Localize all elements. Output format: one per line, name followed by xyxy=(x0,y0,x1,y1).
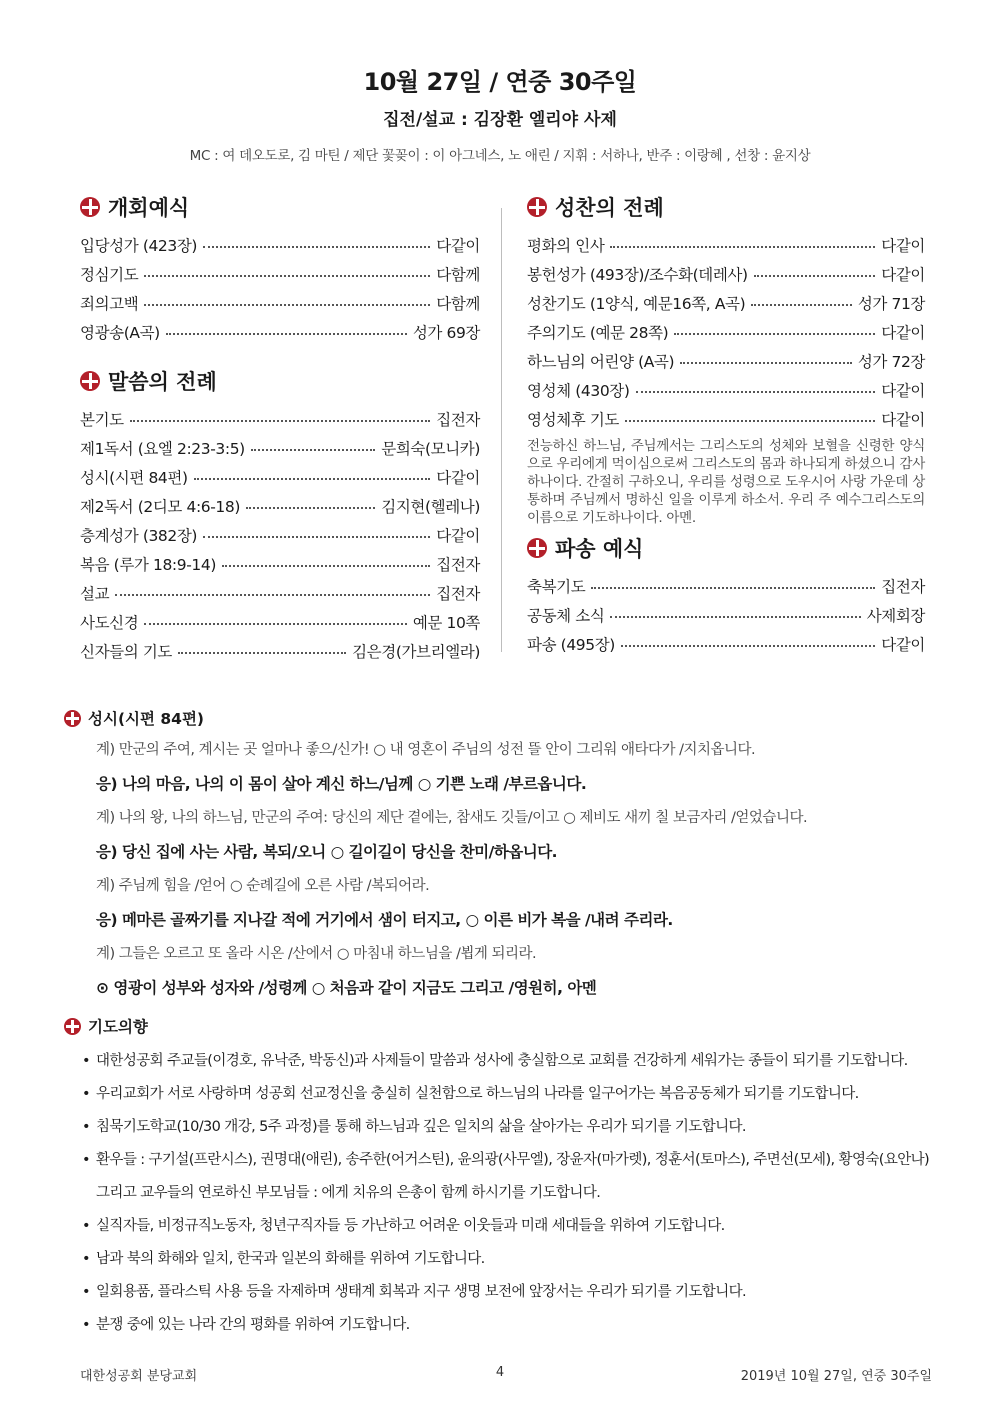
psalm-verse: 계) 나의 왕, 나의 하느님, 만군의 주여: 당신의 제단 곁에는, 참새도 깃들/이고 ○ 제비도 새끼 칠 보금자리 /얻었습니다. xyxy=(96,810,808,826)
order-item-label: 성찬기도 (1양식, 예문16쪽, A곡) xyxy=(527,294,746,313)
order-row xyxy=(80,607,480,636)
page-subtitle: 집전/설교 : 김장환 엘리야 사제 xyxy=(383,110,617,130)
order-row xyxy=(80,259,480,288)
dot-leader xyxy=(144,275,430,277)
order-item-label: 제1독서 (요엘 2:23-3:5) xyxy=(80,439,245,458)
order-item-label: 영성체 (430장) xyxy=(527,381,630,400)
footer-date: 2019년 10월 27일, 연중 30주일 xyxy=(740,1369,932,1384)
cross-icon xyxy=(64,710,81,727)
order-row xyxy=(527,317,925,346)
order-item-label: 정심기도 xyxy=(80,265,139,284)
psalm-verses xyxy=(64,733,944,1005)
psalm-verse: 계) 주님께 힘을 /얻어 ○ 순례길에 오른 사람 /복되어라. xyxy=(96,878,430,894)
order-item-value: 집전자 xyxy=(436,410,480,429)
prayer-intentions-section xyxy=(64,1015,944,1342)
dot-leader xyxy=(144,623,407,625)
order-item-label: 공동체 소식 xyxy=(527,606,605,625)
order-row xyxy=(527,404,925,433)
order-item-value: 다같이 xyxy=(881,236,925,255)
order-item-label: 제2독서 (2디모 4:6-18) xyxy=(80,497,240,516)
psalm-verse: 계) 만군의 주여, 계시는 곳 얼마나 좋으/신가! ○ 내 영혼이 주님의 성전 뜰 안이 그리워 애타다가 /지치옵니다. xyxy=(96,742,756,758)
footer-page-number: 4 xyxy=(495,1365,505,1380)
cross-icon xyxy=(64,1018,81,1035)
order-item-label: 주의기도 (예문 28쪽) xyxy=(527,323,669,342)
right-column xyxy=(527,192,925,658)
order-row xyxy=(80,404,480,433)
intention-item: • 침묵기도학교(10/30 개강, 5주 과정)를 통해 하느님과 깊은 일치의 삶을 살아가는 우리가 되기를 기도합니다. xyxy=(64,1111,944,1144)
order-item-value: 문희숙(모니카) xyxy=(381,439,480,458)
dot-leader xyxy=(625,420,875,422)
order-row xyxy=(527,259,925,288)
order-row xyxy=(527,600,925,629)
order-item-value: 다같이 xyxy=(881,323,925,342)
section-heading-intentions: 기도의향 xyxy=(64,1015,944,1037)
intention-item: • 환우들 : 구기설(프란시스), 권명대(애린), 송주한(어거스틴), 윤의광(사무엘), 장윤자(마가렛), 정훈서(토마스), 주면선(모세), 황영숙(요안나) 그리고 교우들의 연로하신 부모님들 : 에게 치유의 은총이 함께 하시기를 기도합니다. xyxy=(64,1144,944,1210)
dismissal-order-list xyxy=(527,571,925,658)
dot-leader xyxy=(203,246,430,248)
order-row xyxy=(80,433,480,462)
order-item-value: 김은경(가브리엘라) xyxy=(352,642,480,661)
order-row xyxy=(80,549,480,578)
order-item-label: 신자들의 기도 xyxy=(80,642,172,661)
order-item-label: 영광송(A곡) xyxy=(80,323,160,342)
order-row xyxy=(80,491,480,520)
psalm-response: ⊙ 영광이 성부와 성자와 /성령께 ○ 처음과 같이 지금도 그리고 /영원히, 아멘 xyxy=(96,979,597,997)
order-item-value: 집전자 xyxy=(436,584,480,603)
intention-item: • 우리교회가 서로 사랑하며 성공회 선교정신을 충실히 실천함으로 하느님의 나라를 일구어가는 복음공동체가 되기를 기도합니다. xyxy=(64,1078,944,1111)
page-title: 10월 27일 / 연중 30주일 xyxy=(363,68,637,96)
dot-leader xyxy=(144,304,430,306)
psalm-response: 응) 나의 마음, 나의 이 몸이 살아 계신 하느/님께 ○ 기쁜 노래 /부르옵니다. xyxy=(96,775,587,793)
intention-item: • 분쟁 중에 있는 나라 간의 평화를 위하여 기도합니다. xyxy=(64,1309,944,1342)
order-row xyxy=(527,346,925,375)
order-row xyxy=(80,578,480,607)
order-item-label: 설교 xyxy=(80,584,110,603)
section-heading-word: 말씀의 전례 xyxy=(80,366,480,396)
order-item-label: 복음 (루가 18:9-14) xyxy=(80,555,216,574)
order-item-label: 본기도 xyxy=(80,410,124,429)
eucharist-order-list xyxy=(527,230,925,433)
dot-leader xyxy=(610,616,860,618)
order-item-value: 집전자 xyxy=(881,577,925,596)
order-item-value: 김지현(헬레나) xyxy=(381,497,480,516)
order-item-label: 죄의고백 xyxy=(80,294,139,313)
order-row xyxy=(80,317,480,346)
order-row xyxy=(80,230,480,259)
order-item-value: 다같이 xyxy=(881,635,925,654)
dot-leader xyxy=(680,362,852,364)
word-order-list xyxy=(80,404,480,665)
order-item-value: 다함께 xyxy=(436,294,480,313)
intentions-list xyxy=(64,1045,944,1342)
cross-icon xyxy=(80,371,100,391)
order-item-value: 사제회장 xyxy=(866,606,925,625)
cross-icon xyxy=(527,197,547,217)
intention-item: • 실직자들, 비정규직노동자, 청년구직자들 등 가난하고 어려운 이웃들과 미래 세대들을 위하여 기도합니다. xyxy=(64,1210,944,1243)
order-item-value: 다같이 xyxy=(881,410,925,429)
dot-leader xyxy=(674,333,875,335)
service-credits: MC : 여 데오도로, 김 마틴 / 제단 꽃꽂이 : 이 아그네스, 노 애린 / 지휘 : 서하나, 반주 : 이랑혜 , 선창 : 윤지상 xyxy=(189,148,811,164)
section-heading-eucharist: 성찬의 전례 xyxy=(527,192,925,222)
order-item-label: 봉헌성가 (493장)/조수화(데레사) xyxy=(527,265,748,284)
dot-leader xyxy=(621,645,875,647)
psalm-response: 응) 메마른 골짜기를 지나갈 적에 거기에서 샘이 터지고, ○ 이른 비가 복을 /내려 주리라. xyxy=(96,911,673,929)
order-row xyxy=(527,571,925,600)
order-row xyxy=(527,288,925,317)
order-item-value: 다같이 xyxy=(436,468,480,487)
cross-icon xyxy=(80,197,100,217)
order-item-label: 입당성가 (423장) xyxy=(80,236,198,255)
order-item-value: 다같이 xyxy=(881,265,925,284)
dot-leader xyxy=(754,275,876,277)
order-item-value: 다같이 xyxy=(436,236,480,255)
order-row xyxy=(80,462,480,491)
order-item-value: 성가 69장 xyxy=(412,323,480,342)
left-column xyxy=(80,192,480,665)
psalm-response: 응) 당신 집에 사는 사람, 복되/오니 ○ 길이길이 당신을 찬미/하옵니다. xyxy=(96,843,558,861)
order-item-label: 사도신경 xyxy=(80,613,139,632)
order-item-label: 파송 (495장) xyxy=(527,635,615,654)
psalm-verse: 계) 그들은 오르고 또 올라 시온 /산에서 ○ 마침내 하느님을 /뵙게 되리라. xyxy=(96,946,537,962)
dot-leader xyxy=(610,246,875,248)
dot-leader xyxy=(636,391,876,393)
intention-item: • 일회용품, 플라스틱 사용 등을 자제하며 생태계 회복과 지구 생명 보전에 앞장서는 우리가 되기를 기도합니다. xyxy=(64,1276,944,1309)
dot-leader xyxy=(222,565,430,567)
dot-leader xyxy=(166,333,407,335)
section-heading-opening: 개회예식 xyxy=(80,192,480,222)
order-row xyxy=(527,629,925,658)
post-communion-prayer: 전능하신 하느님, 주님께서는 그리스도의 성체와 보혈을 신령한 양식으로 우리에게 먹이심으로써 그리스도의 몸과 하나되게 하셨으니 감사하나이다. 간절히 구하오니, 우리를 성령으로 도우시어 사랑 가운데 상통하며 주님께서 명하신 일을 이루게 하소서. 우리 주 예수그리스도의 이름으로 기도하나이다. 아멘. xyxy=(527,438,925,526)
order-item-value: 성가 72장 xyxy=(857,352,925,371)
dot-leader xyxy=(751,304,852,306)
intention-item: • 대한성공회 주교들(이경호, 유낙준, 박동신)과 사제들이 말씀과 성사에 충실함으로 교회를 건강하게 세워가는 종들이 되기를 기도합니다. xyxy=(64,1045,944,1078)
dot-leader xyxy=(251,449,375,451)
section-heading-dismissal: 파송 예식 xyxy=(527,533,925,563)
order-item-value: 예문 10쪽 xyxy=(412,613,480,632)
order-row xyxy=(527,230,925,259)
order-item-label: 성시(시편 84편) xyxy=(80,468,188,487)
order-row xyxy=(80,520,480,549)
column-divider xyxy=(501,208,502,652)
page-header xyxy=(0,62,1000,164)
dot-leader xyxy=(178,652,346,654)
order-row xyxy=(527,375,925,404)
order-item-label: 축복기도 xyxy=(527,577,586,596)
order-item-label: 평화의 인사 xyxy=(527,236,605,255)
dot-leader xyxy=(246,507,375,509)
order-item-value: 다같이 xyxy=(881,381,925,400)
section-heading-psalm: 성시(시편 84편) xyxy=(64,707,944,729)
order-row xyxy=(80,636,480,665)
dot-leader xyxy=(194,478,431,480)
order-item-value: 성가 71장 xyxy=(857,294,925,313)
opening-order-list xyxy=(80,230,480,346)
order-row xyxy=(80,288,480,317)
order-item-label: 층계성가 (382장) xyxy=(80,526,198,545)
order-item-label: 영성체후 기도 xyxy=(527,410,619,429)
dot-leader xyxy=(591,587,875,589)
dot-leader xyxy=(130,420,431,422)
cross-icon xyxy=(527,538,547,558)
dot-leader xyxy=(115,594,430,596)
footer-church-name: 대한성공회 분당교회 xyxy=(80,1369,198,1384)
order-item-label: 하느님의 어린양 (A곡) xyxy=(527,352,675,371)
order-item-value: 다같이 xyxy=(436,526,480,545)
order-item-value: 다함께 xyxy=(436,265,480,284)
intention-item: • 남과 북의 화해와 일치, 한국과 일본의 화해를 위하여 기도합니다. xyxy=(64,1243,944,1276)
dot-leader xyxy=(203,536,430,538)
order-item-value: 집전자 xyxy=(436,555,480,574)
psalm-section xyxy=(64,707,944,1005)
